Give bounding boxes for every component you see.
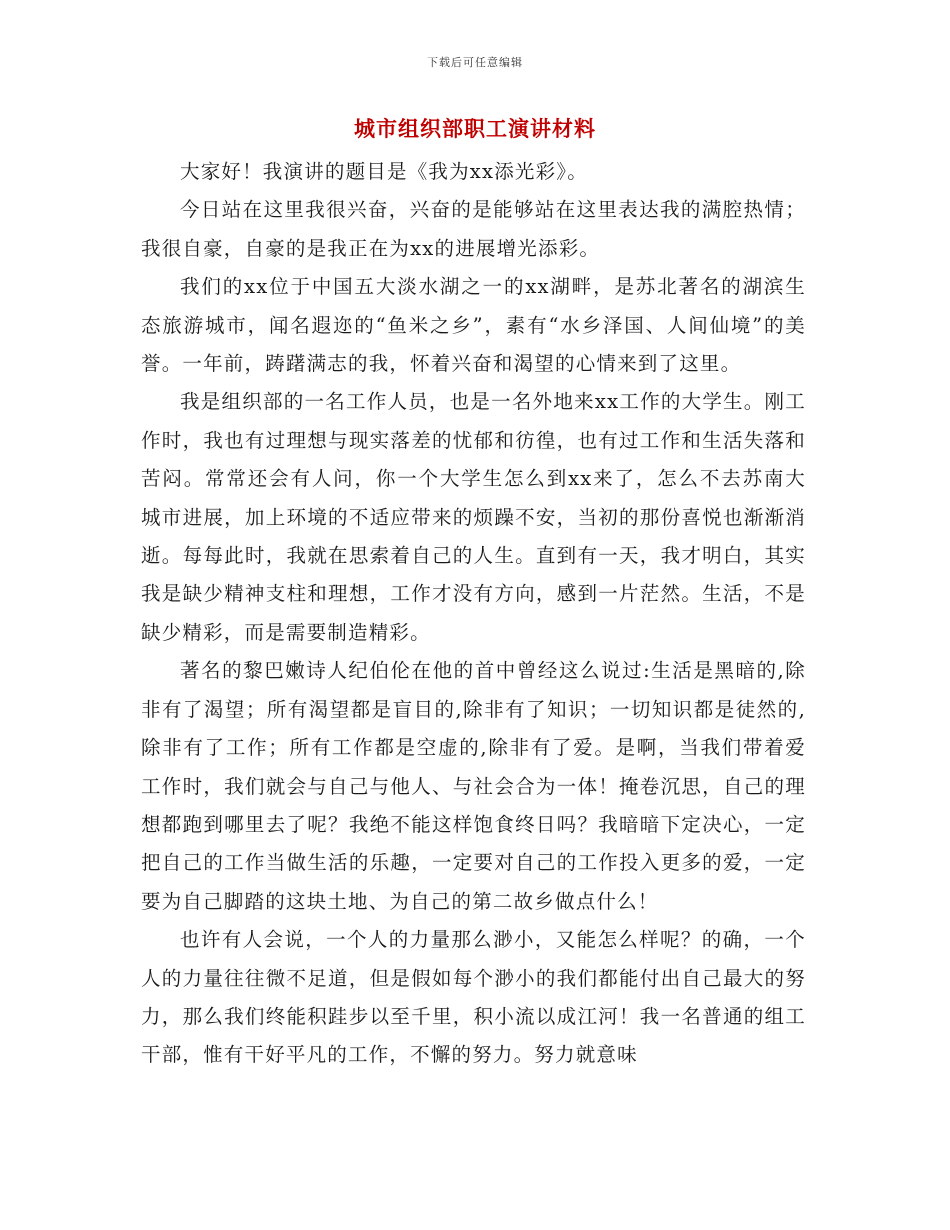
paragraph: 今日站在这里我很兴奋，兴奋的是能够站在这里表达我的满腔热情；我很自豪，自豪的是我正在为xx的进展增光添彩。 (141, 198, 806, 260)
paragraph: 也许有人会说，一个人的力量那么渺小，又能怎么样呢？的确，一个人的力量往往微不足道，但是假如每个渺小的我们都能付出自己最大的努力，那么我们终能积跬步以至千里，积小流以成江河！我一名普通的组工干部，惟有干好平凡的工作，不懈的努力。努力就意味 (141, 928, 806, 1067)
paragraph: 著名的黎巴嫩诗人纪伯伦在他的首中曾经这么说过:生活是黑暗的,除非有了渴望；所有渴望都是盲目的,除非有了知识；一切知识都是徒然的,除非有了工作；所有工作都是空虚的,除非有了爱。是啊，当我们带着爱工作时，我们就会与自己与他人、与社会合为一体！掩卷沉思，自己的理想都跑到哪里去了呢？我绝不能这样饱食终日吗？我暗暗下定决心，一定把自己的工作当做生活的乐趣，一定要对自己的工作投入更多的爱，一定要为自己脚踏的这块土地、为自己的第二故乡做点什么！ (141, 659, 806, 913)
document-body (141, 153, 806, 1075)
paragraph: 大家好！我演讲的题目是《我为xx添光彩》。 (180, 160, 588, 183)
paragraph: 我们的xx位于中国五大淡水湖之一的xx湖畔，是苏北著名的湖滨生态旅游城市，闻名遐迩的“鱼米之乡”，素有“水乡泽国、人间仙境”的美誉。一年前，踌躇满志的我，怀着兴奋和渴望的心情来到了这里。 (141, 275, 806, 376)
header-note: 下载后可任意编辑 (427, 56, 523, 69)
document-title: 城市组织部职工演讲材料 (354, 116, 596, 141)
paragraph: 我是组织部的一名工作人员，也是一名外地来xx工作的大学生。刚工作时，我也有过理想与现实落差的忧郁和彷徨，也有过工作和生活失落和苦闷。常常还会有人问，你一个大学生怎么到xx来了，怎么不去苏南大城市进展，加上环境的不适应带来的烦躁不安，当初的那份喜悦也渐渐消逝。每每此时，我就在思索着自己的人生。直到有一天，我才明白，其实我是缺少精神支柱和理想，工作才没有方向，感到一片茫然。生活，不是缺少精彩，而是需要制造精彩。 (141, 390, 806, 644)
